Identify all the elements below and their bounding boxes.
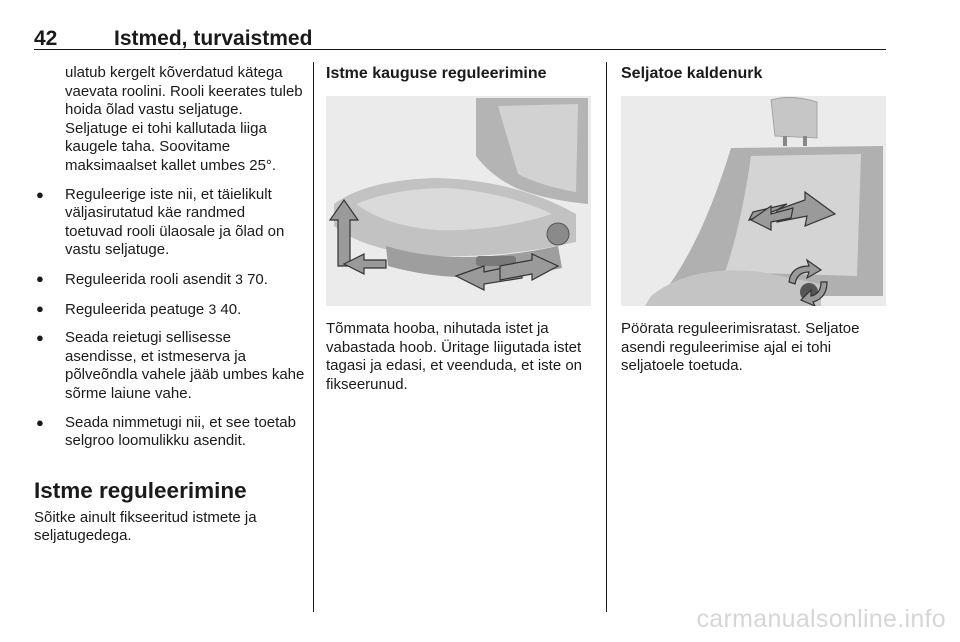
page-reference-icon[interactable]: 3: [235, 270, 243, 287]
bullet-item: [34, 186, 306, 260]
bullet-text: Seada nimmetugi nii, et see toetab selgroo loomulikku asendit.: [65, 413, 296, 450]
page-header-title: Istmed, turvaistmed: [114, 27, 313, 50]
page-number: 42: [34, 27, 58, 50]
section-text: Sõitke ainult fikseeritud istmete ja seljatugedega.: [34, 508, 257, 545]
bullet-dot-icon: ●: [36, 186, 44, 202]
bullet-dot-icon: ●: [36, 414, 44, 430]
bullet-text: Reguleerida rooli asendit: [65, 270, 231, 288]
intro-paragraph: ulatub kergelt kõverdatud kätega vaevata roolini. Rooli keerates tuleb hoida õlad vastu seljatuge. Seljatuge ei tohi kallutada liiga kaugele taha. Soovitame maksimaalset kallet umbes 25°.: [65, 64, 303, 174]
backrest-angle-caption: Pöörata reguleerimisratast. Seljatoe asendi reguleerimise ajal ei tohi seljatoele toetuda.: [621, 320, 860, 375]
column-1: [34, 64, 306, 546]
seat-distance-illustration: [326, 96, 591, 306]
headrest-post: [803, 136, 807, 146]
bullet-list: [34, 186, 306, 451]
backrest-angle-illustration: [621, 96, 886, 306]
backrest-angle-heading: Seljatoe kaldenurk: [621, 65, 763, 82]
column-2: [326, 64, 594, 394]
bullet-item: [34, 270, 306, 290]
column-3: [621, 64, 889, 376]
column-divider-1: [313, 62, 314, 612]
page-reference[interactable]: 40.: [220, 300, 242, 318]
recline-knob: [547, 223, 569, 245]
bullet-text: Reguleerige iste nii, et täielikult väljasirutatud käe randmed toetuvad rooli ülaosale ja õlad on vastu seljatuge.: [65, 185, 285, 259]
bullet-dot-icon: ●: [36, 270, 44, 286]
bullet-dot-icon: ●: [36, 330, 44, 346]
bullet-item: [34, 329, 306, 403]
bullet-item: [34, 300, 306, 320]
bullet-text: Reguleerida peatuge: [65, 300, 205, 318]
headrest: [771, 97, 817, 138]
seat-distance-heading: Istme kauguse reguleerimine: [326, 65, 547, 82]
page-reference-icon[interactable]: 3: [208, 300, 217, 317]
column-divider-2: [606, 62, 607, 612]
watermark: carmanualsonline.info: [696, 605, 946, 633]
bullet-text: Seada reietugi sellisesse asendisse, et istmeserva ja põlveõndla vahele jääb umbes kahe sõrme laiune vahe.: [65, 329, 305, 402]
bullet-item: [34, 414, 306, 451]
headrest-post: [783, 136, 787, 146]
header-rule: [34, 49, 886, 50]
section-heading: Istme reguleerimine: [34, 477, 247, 503]
bullet-dot-icon: ●: [36, 300, 44, 316]
seat-distance-caption: Tõmmata hooba, nihutada istet ja vabastada hoob. Üritage liigutada istet tagasi ja edasi, et veenduda, et iste on fikseerunud.: [326, 320, 583, 393]
page-reference[interactable]: 70.: [247, 270, 268, 288]
